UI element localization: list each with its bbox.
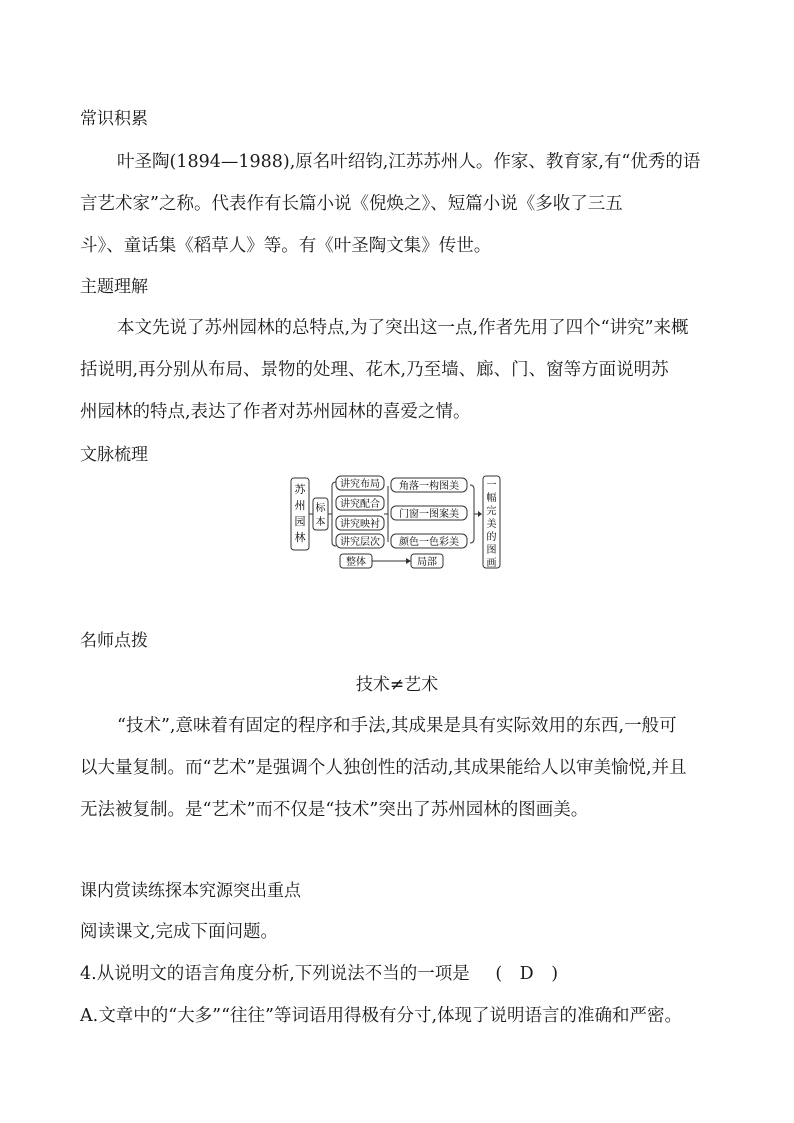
knowledge-line-3: 斗》、童话集《稻草人》等。有《叶圣陶文集》传世。 <box>80 236 492 256</box>
diagram-item: 讲究布局 <box>340 479 380 490</box>
section-title-practice: 课内赏读练探本究源突出重点 <box>80 881 301 901</box>
diagram-left-char: 林 <box>294 531 306 544</box>
diagram-item: 讲究映衬 <box>340 519 380 530</box>
diagram-bottom-right: 局部 <box>417 557 437 568</box>
section-title-tips: 名师点拨 <box>80 631 148 651</box>
tips-subtitle: 技术≠艺术 <box>355 675 439 695</box>
section-title-structure: 文脉梳理 <box>80 445 148 465</box>
question-4-answer: ( D ) <box>495 964 559 984</box>
diagram-bottom-left: 整体 <box>346 557 366 568</box>
diagram-left-char: 苏 <box>294 483 306 496</box>
diagram-right-char: 完 <box>486 506 497 517</box>
question-4-text: 4.从说明文的语言角度分析,下列说法不当的一项是 <box>80 964 470 984</box>
diagram-right-char: 一 <box>486 480 497 491</box>
tips-line-1: “技术”,意味着有固定的程序和手法,其成果是具有实际效用的东西,一般可 <box>117 716 677 736</box>
diagram-biao-char: 本 <box>315 517 326 528</box>
theme-line-2: 括说明,再分别从布局、景物的处理、花木,乃至墙、廊、门、窗等方面说明苏 <box>80 360 669 380</box>
section-title-knowledge: 常识积累 <box>80 109 148 129</box>
diagram-left-char: 园 <box>294 515 306 528</box>
diagram-left-char: 州 <box>294 499 306 512</box>
practice-instruction: 阅读课文,完成下面问题。 <box>80 922 279 942</box>
diagram-right-char: 幅 <box>486 493 497 504</box>
diagram-aspect: 颜色一色彩美 <box>399 537 459 548</box>
diagram-item: 讲究配合 <box>340 499 380 510</box>
section-title-theme: 主题理解 <box>80 277 148 297</box>
tips-line-3: 无法被复制。是“艺术”而不仅是“技术”突出了苏州园林的图画美。 <box>80 800 589 820</box>
structure-diagram <box>288 474 508 572</box>
question-4-option-a: A.文章中的“大多”“往往”等词语用得极有分寸,体现了说明语言的准确和严密。 <box>80 1006 683 1026</box>
diagram-aspect: 角落一构图美 <box>399 481 459 492</box>
diagram-right-char: 的 <box>486 532 497 543</box>
theme-line-1: 本文先说了苏州园林的总特点,为了突出这一点,作者先用了四个“讲究”来概 <box>117 318 689 338</box>
question-4 <box>80 960 558 985</box>
diagram-biao-char: 标 <box>315 503 326 514</box>
diagram-right-char: 美 <box>486 519 497 530</box>
diagram-item: 讲究层次 <box>340 537 380 548</box>
knowledge-line-1: 叶圣陶(1894—1988),原名叶绍钧,江苏苏州人。作家、教育家,有“优秀的语 <box>117 152 701 172</box>
diagram-aspect: 门窗一图案美 <box>399 509 459 520</box>
tips-line-2: 以大量复制。而“艺术”是强调个人独创性的活动,其成果能给人以审美愉悦,并且 <box>80 758 687 778</box>
diagram-right-char: 图 <box>486 545 497 556</box>
knowledge-line-2: 言艺术家”之称。代表作有长篇小说《倪焕之》、短篇小说《多收了三五 <box>80 194 623 214</box>
theme-line-3: 州园林的特点,表达了作者对苏州园林的喜爱之情。 <box>80 402 471 422</box>
diagram-right-char: 画 <box>486 558 497 569</box>
